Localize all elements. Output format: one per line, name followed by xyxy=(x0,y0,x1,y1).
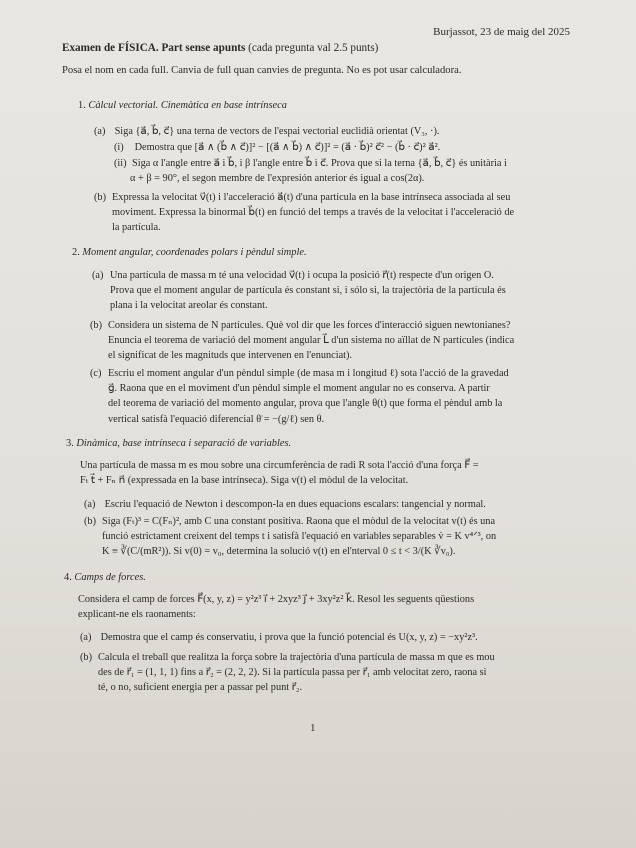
q1-b-line3: la partícula. xyxy=(112,222,161,234)
q2-c-line2: g⃗. Raona que en el moviment d'un pèndul simple el moment angular no es conserva. A partir xyxy=(108,383,490,395)
exam-date: Burjassot, 23 de maig del 2025 xyxy=(433,26,570,38)
q3-a xyxy=(84,497,574,512)
q3-statement-line1: Una partícula de massa m es mou sobre una circumferència de radi R sota l'acció d'una força F⃗ = xyxy=(80,460,479,471)
q1-heading xyxy=(78,98,287,113)
q2-a-line1: Una partícula de massa m té una velocidad v⃗(t) i ocupa la posició r⃗(t) respecte d'un origen O. xyxy=(110,270,494,281)
exam-title xyxy=(62,42,378,54)
q3-statement xyxy=(80,458,580,488)
q3-heading xyxy=(66,436,291,451)
q4-b-line1: Calcula el treball que realitza la força sobre la trajectòria d'una partícula de massa m que es mou xyxy=(98,652,495,663)
q2-a-line2: Prova que el moment angular de partícula és constant si, i sólo si, la trajectòria de la partícula és xyxy=(110,285,506,297)
q1-a-i-label: (i) xyxy=(114,142,124,153)
q3-b-line2: funció estrictament creixent del temps t i satisfà l'equació en variables separables v̇ = K v⁴ᐟ³, on xyxy=(102,531,497,543)
q2-c-line3: del teorema de variació del momento angular, prova que l'angle θ(t) que forma el pèndul amb la xyxy=(108,398,503,410)
exam-instructions: Posa el nom en cada full. Canvia de full quan canvies de pregunta. No es pot usar calculadora. xyxy=(62,65,462,76)
q4-heading xyxy=(64,570,146,585)
q1-a-i xyxy=(114,140,440,155)
q2-c-label: (c) xyxy=(90,368,102,379)
q2-c-line4: vertical satisfà l'equació diferencial θ̈ = −(g/ℓ) sen θ. xyxy=(108,413,325,425)
q4-title: Camps de forces. xyxy=(74,572,146,583)
q2-a-line3: plana i la velocitat areolar és constant. xyxy=(110,300,268,312)
q4-a-text: Demostra que el camp és conservatiu, i prova que la funció potencial és U(x, y, z) = −xy²z³. xyxy=(100,632,478,643)
q1-a xyxy=(94,124,439,139)
q1-a-text: Siga {a⃗, b⃗, c⃗} una terna de vectors de l'espai vectorial euclidià orientat (V₃, ·). xyxy=(114,126,440,137)
q4-statement xyxy=(78,592,580,622)
q1-number: 1. xyxy=(78,100,86,111)
q3-b xyxy=(84,514,576,560)
q4-a-label: (a) xyxy=(80,632,92,643)
q1-b xyxy=(94,190,578,236)
q2-c xyxy=(90,366,580,427)
q3-b-line3: K ≡ ∛(C/(mR²)). Si v(0) = v₀, determina la solució v(t) en el'nterval 0 ≤ t < 3/(K ∛v₀). xyxy=(102,546,456,558)
page-number: 1 xyxy=(310,722,316,734)
q4-statement-line2: explicant-ne els raonaments: xyxy=(78,609,196,621)
q2-b-line1: Considera un sistema de N partícules. Què vol dir que les forces d'interacció siguen newtonianes? xyxy=(108,320,511,331)
exam-title-note: (cada pregunta val 2.5 punts) xyxy=(248,42,379,54)
q4-b-line2: des de r⃗₁ = (1, 1, 1) fins a r⃗₂ = (2, 2, 2). Si la partícula passa per r⃗₁ amb velocitat zero, raona si xyxy=(98,667,487,679)
q3-number: 3. xyxy=(66,438,74,449)
q4-b xyxy=(80,650,576,696)
q4-a xyxy=(80,630,576,645)
q2-b xyxy=(90,318,578,364)
q2-b-line3: el significat de les magnituds que intervenen en l'enunciat). xyxy=(108,350,353,362)
q3-b-line1: Siga (Fₜ)³ = C(Fₙ)², amb C una constant positiva. Raona que el mòdul de la velocitat v(t) és una xyxy=(102,516,496,527)
q1-a-ii-line2: α + β = 90°, el segon membre de l'expresión anterior és igual a cos(2α). xyxy=(130,173,425,185)
q1-a-i-text: Demostra que [a⃗ ∧ (b⃗ ∧ c⃗)]² − [(a⃗ ∧ b⃗) ∧ c⃗)]² = (a⃗ · b⃗)² c⃗² − (b⃗ · c⃗)² a⃗². xyxy=(134,142,441,153)
q4-b-line3: té, o no, suficient energia per a passar pel punt r⃗₂. xyxy=(98,682,303,694)
q3-title: Dinàmica, base intrínseca i separació de variables. xyxy=(76,438,292,449)
q2-b-line2: Enuncia el teorema de variació del moment angular L⃗ d'un sistema no aïllat de N partícules (indica xyxy=(108,335,515,347)
q4-statement-line1: Considera el camp de forces F⃗(x, y, z) = y²z³ i⃗ + 2xyz³ j⃗ + 3xy²z² k⃗. Resol les seguents qüestions xyxy=(78,594,475,605)
q3-a-text: Escriu l'equació de Newton i descompon-la en dues equacions escalars: tangencial y normal. xyxy=(104,499,486,510)
q2-heading xyxy=(72,245,307,260)
q2-c-line1: Escriu el moment angular d'un pèndul simple (de masa m i longitud ℓ) sota l'acció de la gravedad xyxy=(108,368,509,379)
q3-b-label: (b) xyxy=(84,516,97,527)
exam-title-bold: Examen de FÍSICA. Part sense apunts xyxy=(62,42,246,54)
q3-statement-line2: Fₜ t⃗ + Fₙ n⃗ (expressada en la base intrínseca). Siga v(t) el mòdul de la velocitat. xyxy=(80,475,409,487)
q1-a-label: (a) xyxy=(94,126,106,137)
q2-title: Moment angular, coordenades polars i pèndul simple. xyxy=(82,247,307,258)
q1-b-label: (b) xyxy=(94,192,107,203)
q1-b-line2: moviment. Expressa la binormal b⃗(t) en funció del temps a través de la velocitat i l'acceleració de xyxy=(112,207,515,219)
q1-title: Càlcul vectorial. Cinemàtica en base intrínseca xyxy=(88,100,287,111)
q4-number: 4. xyxy=(64,572,72,583)
q3-a-label: (a) xyxy=(84,499,96,510)
q2-a-label: (a) xyxy=(92,270,104,281)
q2-b-label: (b) xyxy=(90,320,103,331)
q1-a-ii-line1: Siga α l'angle entre a⃗ i b⃗, i β l'angle entre b⃗ i c⃗. Prova que si la terna {a⃗, b⃗, c⃗} és unitària i xyxy=(132,158,507,169)
q2-number: 2. xyxy=(72,247,80,258)
q1-a-ii-label: (ii) xyxy=(114,158,127,169)
q1-b-line1: Expressa la velocitat v⃗(t) i l'acceleració a⃗(t) d'una partícula en la base intrínseca associada al seu xyxy=(112,192,511,203)
q4-b-label: (b) xyxy=(80,652,93,663)
q1-a-ii xyxy=(114,156,584,186)
q2-a xyxy=(92,268,576,314)
